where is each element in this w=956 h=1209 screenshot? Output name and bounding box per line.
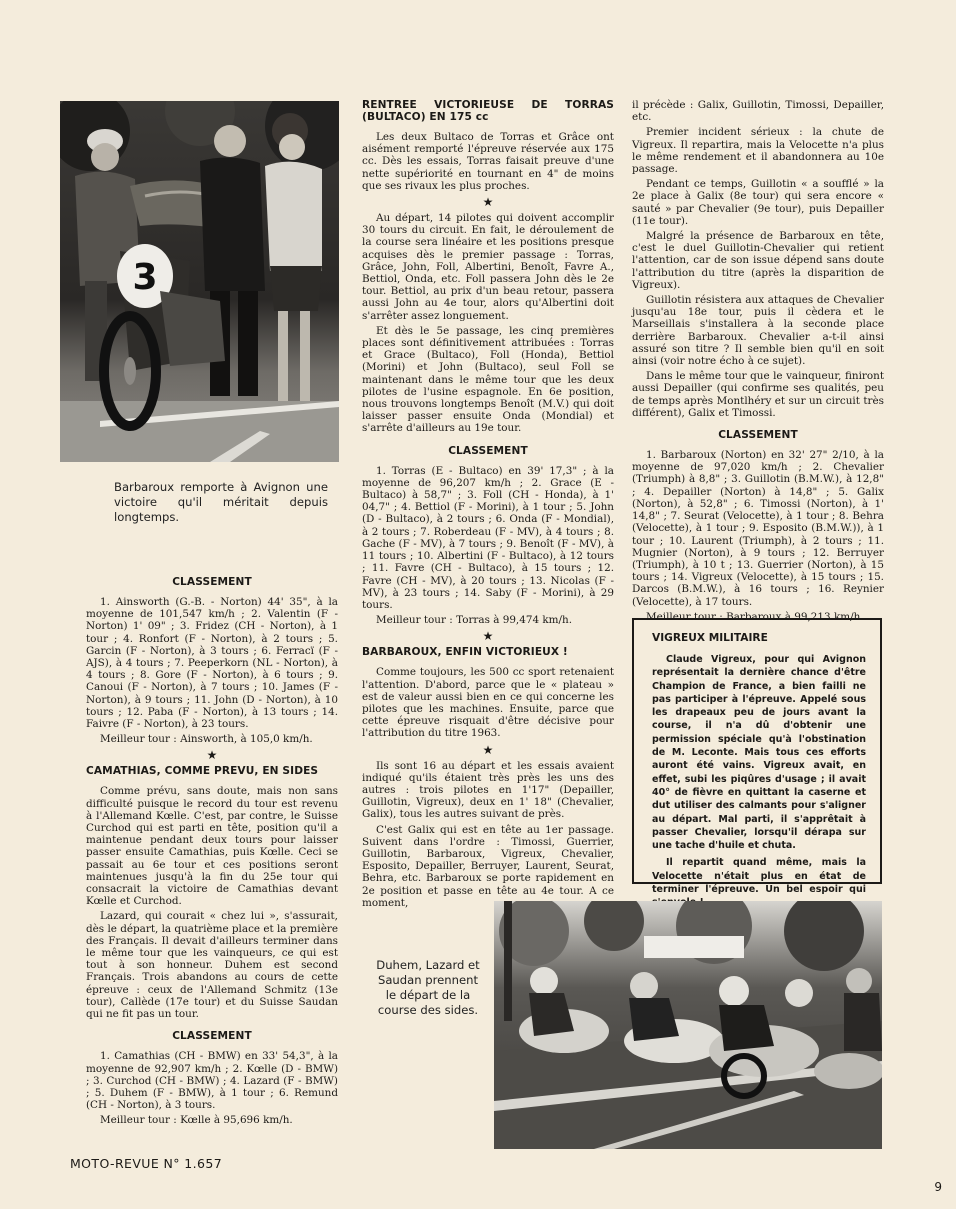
magazine-footer: MOTO-REVUE N° 1.657 [70, 1156, 223, 1171]
best-lap-175: Meilleur tour : Torras à 99,474 km/h. [376, 614, 573, 627]
sidecar-photo [494, 901, 882, 1149]
classement-250-text: 1. Ainsworth (G.-B. - Norton) 44' 35", à la moyenne de 101,547 km/h ; 2. Valentin (F - Norton) 1' 09" ; 3. Fridez (CH - Norton), à 1 tour ; 4. Ronfort (F - Norton), à 2 tours ; 5. Garcin (F - Norton), à 3 tours ; 6. Ferracï (F - AJS), à 4 tours ; 7. Peeperkorn (NL - Norton), à 4 tours ; 8. Gore (F - Norton), à 6 tours ; 9. Canoui (F - Norton), à 7 tours ; 10. James (F - Norton), à 9 tours ; 11. John (D - Norton), à 10 tours ; 12. Paba (F - Norton), à 13 tours ; 14. Faivre (F - Norton), à 23 tours. [86, 596, 338, 731]
column-2 [362, 99, 614, 912]
number-plate: 3 [132, 257, 158, 298]
torras-title: RENTREE VICTORIEUSE DE TORRAS (BULTACO) EN 175 cc [362, 99, 614, 123]
race-paragraph-2: Premier incident sérieux : la chute de Vigreux. Il repartira, mais la Velocette n'a plus le même rendement et il abandonnera au 10e passage. [632, 126, 884, 176]
classement-175-title: CLASSEMENT [448, 444, 528, 457]
classement-500-title: CLASSEMENT [718, 429, 798, 442]
best-lap-sides: Meilleur tour : Kœlle à 95,696 km/h. [100, 1114, 293, 1127]
star-separator: ★ [482, 195, 494, 210]
classement-500-text: 1. Barbaroux (Norton) en 32' 27" 2/10, à la moyenne de 97,020 km/h ; 2. Chevalier (Triumph) à 8,8" ; 3. Guillotin (B.M.W.), à 12,8" ; 4. Depailler (Norton) à 14,8" ; 5. Galix (Norton), à 52,8" ; 6. Timossi (Norton), à 1' 14,8" ; 7. Seurat (Velocette), à 1 tour ; 8. Behra (Velocette), à 1 tour ; 9. Esposito (B.M.W.)), à 1 tour ; 10. Laurent (Triumph), à 2 tours ; 11. Mugnier (Norton), à 9 tours ; 12. Berruyer (Triumph), à 10 t ; 13. Guerrier (Norton), à 15 tours ; 14. Vigreux (Velocette), à 15 tours ; 15. Darcos (B.M.W.), à 16 tours ; 16. Reynier (Velocette), à 17 tours. [632, 449, 884, 608]
vigreux-box-paragraph-1: Claude Vigreux, pour qui Avignon représentait la dernière chance d'être Champion de France, a bien failli ne pas participer à l'épreuve. Appelé sous les drapeaux peu de jours avant la course, il n'a dû d'obtenir une permission spéciale qu'à l'obstination de M. Leconte. Mais tous ces efforts auront été vains. Vigreux avait, en effet, subi les piqûres d'usage ; il avait 40° de fièvre en quittant la caserne et dut utiliser des calmants pour s'aligner au départ. Mal parti, il s'apprêtait à passer Chevalier, lorsqu'il dérapa sur une tache d'huile et chuta. [652, 654, 866, 852]
star-separator: ★ [482, 629, 494, 644]
photo1-caption: Barbaroux remporte à Avignon une victoire qu'il méritait depuis longtemps. [114, 480, 328, 524]
barbaroux-title: BARBAROUX, ENFIN VICTORIEUX ! [362, 646, 568, 659]
vigreux-box [632, 618, 882, 896]
column-3 [632, 99, 884, 626]
photo2-caption: Duhem, Lazard et Saudan prennent le départ de la course des sides. [376, 958, 480, 1017]
column-1 [86, 566, 338, 1130]
race-paragraph-1: il précède : Galix, Guillotin, Timossi, Depailler, etc. [632, 99, 884, 124]
vigreux-box-paragraph-2: Il repartit quand même, mais la Velocette n'était plus en état de terminer l'épreuve. Un bel espoir qui [652, 857, 866, 896]
barbaroux-paragraph-1: Comme toujours, les 500 cc sport retenaient l'attention. D'abord, parce que le « plateau » est de valeur aussi bien en ce qui concerne les pilotes que les machines. Ensuite, parce que cette épreuve risquait d'être décisive pour l'attribution du titre 1963. [362, 666, 614, 740]
barbaroux-paragraph-2: Ils sont 16 au départ et les essais avaient indiqué qu'ils étaient très près les uns des autres : trois pilotes en 1'17" (Depailler, Guillotin, Vigreux), deux en 1' 18" (Chevalier, Galix), tous les autres suivant de près. [362, 759, 614, 821]
sides-title: CAMATHIAS, COMME PREVU, EN SIDES [86, 765, 319, 778]
race-paragraph-5: Guillotin résistera aux attaques de Chevalier jusqu'au 18e tour, puis il cèdera et le Marseillais s'installera à la seconde place derrière Barbaroux. Chevalier a-t-il ainsi assuré son titre ? Il semble bien qu'il en soit ainsi (voir notre écho à ce sujet). [632, 294, 884, 368]
torras-paragraph-3: Et dès le 5e passage, les cinq premières places sont définitivement attribuées : Torras et Grace (Bultaco), Foll (Honda), Bettiol (Morini) et John (Bultaco), seul Foll se maintenant dans le même tour que les deux pilotes de l'usine espagnole. En 6e position, nous trouvons longtemps Benoît (M.V.) qui doit laisser passer ensuite Onda (Mondial) et s'arrête d'ailleurs au 19e tour. [362, 324, 614, 435]
star-separator: ★ [206, 748, 218, 763]
vigreux-box-title: VIGREUX MILITAIRE [652, 632, 768, 644]
page-number: 9 [934, 1180, 942, 1194]
race-paragraph-6: Dans le même tour que le vainqueur, finiront aussi Depailler (qui confirme ses qualités, peu de temps après Montlhéry et sur un circuit très différent), Galix et Timossi. [632, 370, 884, 419]
classement-sides-text: 1. Camathias (CH - BMW) en 33' 54,3", à la moyenne de 92,907 km/h ; 2. Kœlle (D - BMW) ; 3. Curchod (CH - BMW) ; 4. Lazard (F - BMW) ; 5. Duhem (F - BMW), à 1 tour ; 6. Remund (CH - Norton), à 3 tours. [86, 1050, 338, 1112]
torras-paragraph-1: Les deux Bultaco de Torras et Grâce ont aisément remporté l'épreuve réservée aux 175 cc. Dès les essais, Torras faisait preuve d'une nette supériorité en tournant en 4" de moins que ses rivaux les plus proches. [362, 131, 614, 192]
barbaroux-paragraph-3: C'est Galix qui est en tête au 1er passage. Suivent dans l'ordre : Timossi, Guerrier, Guillotin, Barbaroux, Vigreux, Chevalier, Esposito, Depailler, Berruyer, Laurent, Seurat, Behra, etc. Barbaroux se porte rapidement en 2e position et passe en tête au 4e tour. A ce moment, [362, 823, 614, 909]
classement-175-text: 1. Torras (E - Bultaco) en 39' 17,3" ; à la moyenne de 96,207 km/h ; 2. Grace (E - Bultaco) à 58,7" ; 3. Foll (CH - Honda), à 1' 04,7" ; 4. Bettiol (F - Morini), à 1 tour ; 5. John (D - Bultaco), à 2 tours ; 6. Onda (F - Mondial), à 2 tours ; 7. Roberdeau (F - MV), à 4 tours ; 8. Gache (F - MV), à 7 tours ; 9. Benoît (F - MV), à 11 tours ; 10. Albertini (F - Bultaco), à 12 tours ; 11. Favre (CH - Bultaco), à 15 tours ; 12. Favre (CH - MV), à 20 tours ; 13. Nicolas (F - MV), à 23 tours ; 14. Saby (F - Morini), à 29 tours. [362, 464, 614, 611]
classement-250-title: CLASSEMENT [172, 576, 252, 588]
rider-photo [60, 101, 339, 462]
race-paragraph-4: Malgré la présence de Barbaroux en tête, c'est le duel Guillotin-Chevalier qui retient l'attention, car de son issue dépend sans doute l'attribution du titre (après la disparition de Vigreux). [632, 230, 884, 291]
classement-sides-title: CLASSEMENT [172, 1030, 252, 1043]
torras-paragraph-2: Au départ, 14 pilotes qui doivent accomplir 30 tours du circuit. En fait, le déroulement de la course sera linéaire et les positions presque acquises dès le premier passage : Torras, Grâce, John, Foll, Albertini, Benoît, Favre A., Bettiol, Onda, etc. Foll passera John dès le 2e tour. Bettiol, au prix d'un beau retour, passera aussi John au 4e tour, alors qu'Albertini doit s'arrêter assez longuement. [362, 212, 614, 322]
best-lap-500: Meilleur tour : Barbaroux à 99,213 km/h. [646, 610, 864, 623]
best-lap-250: Meilleur tour : Ainsworth, à 105,0 km/h. [100, 733, 313, 746]
sides-paragraph-2: Lazard, qui courait « chez lui », s'assurait, dès le départ, la quatrième place et la première des Français. Il devait d'ailleurs terminer dans le même tour que les vainqueurs, ce qui est tout à son honneur. Duhem est second Français. Trois abandons au cours de cette épreuve : ceux de l'Allemand Schmitz (13e tour), Callède (17e tour) et du Suisse Saudan qui ne fit pas un tour. [86, 910, 338, 1021]
sides-paragraph-1: Comme prévu, sans doute, mais non sans difficulté puisque le record du tour est revenu à l'Allemand Kœlle. C'est, par contre, le Suisse Curchod qui est parti en tête, position qu'il a maintenue pendant deux tours pour laisser passer ensuite Camathias, puis Kœlle. Ceci se passait au 6e tour et ces positions seront maintenues jusqu'à la fin du 25e tour qui consacrait la victoire de Camathias devant Kœlle et Curchod. [86, 785, 338, 908]
star-separator: ★ [482, 742, 494, 757]
race-paragraph-3: Pendant ce temps, Guillotin « a soufflé » la 2e place à Galix (8e tour) qui sera encore « sauté » par Chevalier (9e tour), puis Depailler (11e tour). [632, 178, 884, 227]
